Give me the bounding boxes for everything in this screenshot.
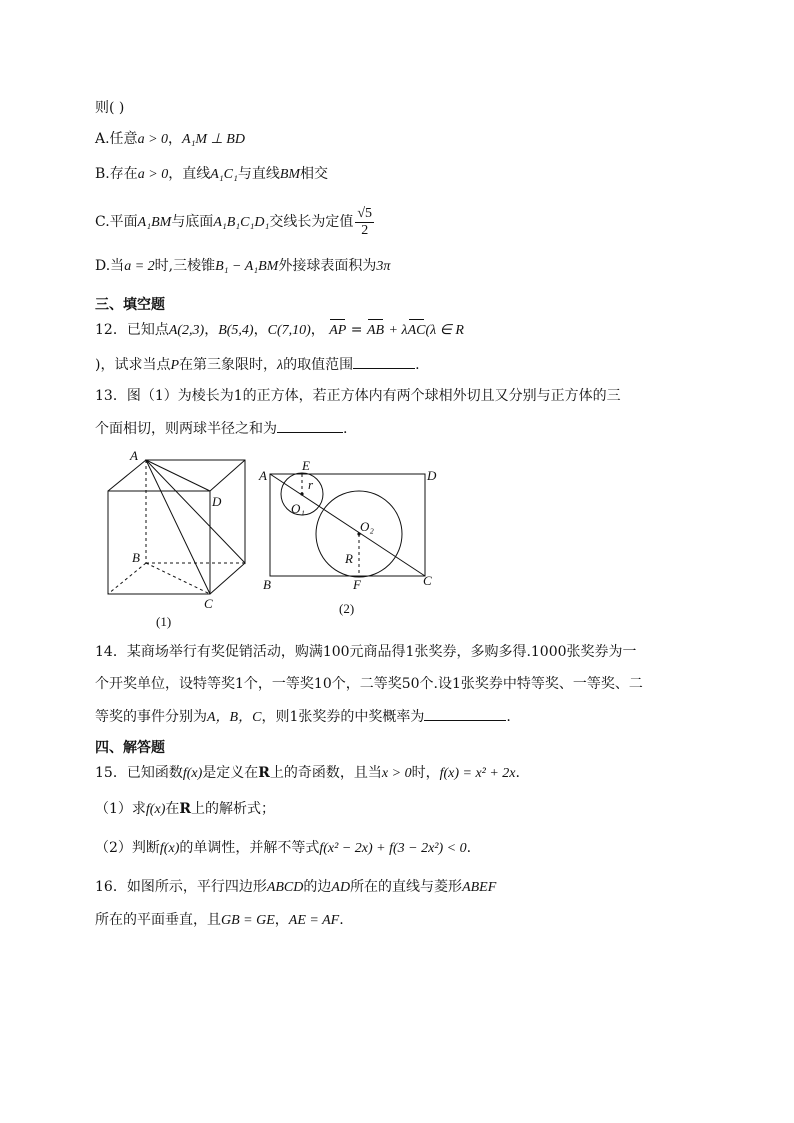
q12-answer-blank[interactable] bbox=[353, 354, 415, 369]
q14-answer-blank[interactable] bbox=[424, 706, 506, 721]
fig2-label-e: E bbox=[302, 458, 310, 473]
q16-line2: 所在的平面垂直，且GB = GE，AE = AF. bbox=[95, 912, 344, 928]
q15-stem: 15．已知函数f(x)是定义在R上的奇函数，且当x > 0时，f(x) = x² + 2x. bbox=[95, 765, 520, 781]
fig2-label-f: F bbox=[353, 577, 361, 592]
q11-option-b[interactable]: B.存在a > 0，直线A₁C₁与直线BM相交 bbox=[95, 166, 329, 182]
q11-option-a[interactable]: A.任意a > 0，A₁M ⊥ BD bbox=[95, 131, 245, 147]
fig2-label-d: D bbox=[427, 468, 437, 483]
figure-cube bbox=[100, 446, 260, 632]
q11-option-c[interactable]: C.平面A₁BM与底面A₁B₁C₁D₁交线长为定值 $\frac{√5}{2}$ bbox=[95, 205, 373, 238]
figure-section bbox=[255, 455, 445, 620]
q13-answer-blank[interactable] bbox=[277, 418, 343, 433]
fig2-label-a: A bbox=[259, 468, 267, 483]
q14-line1: 14．某商场举行有奖促销活动，购满100元商品得1张奖券，多购多得.1000张奖券为一 bbox=[95, 644, 637, 660]
q14-line2: 个开奖单位，设特等奖1个，一等奖10个，二等奖50个.设1张奖券中特等奖、一等奖、二 bbox=[95, 676, 643, 692]
edge-a-c bbox=[146, 460, 210, 594]
cube-front-face bbox=[108, 491, 210, 594]
edge-a-d bbox=[146, 460, 210, 491]
section-title-solve: 四、解答题 bbox=[95, 740, 165, 756]
q16-line1: 16．如图所示，平行四边形ABCD的边AD所在的直线与菱形ABEF bbox=[95, 879, 497, 895]
edge-b-c-hidden bbox=[146, 563, 210, 594]
q11-stem-tail: 则( ) bbox=[95, 100, 125, 116]
q12-line1: 12．已知点A(2,3)，B(5,4)，C(7,10)， AP = AB + λAC(λ ∈ R bbox=[95, 320, 464, 341]
fig1-caption: (1) bbox=[156, 614, 172, 629]
vector-ab: AB bbox=[367, 321, 384, 341]
fig2-label-r: r bbox=[308, 477, 314, 492]
fraction-sqrt5-over-2: $\frac{√5}{2}$ bbox=[357, 205, 373, 238]
fig2-label-c: C bbox=[423, 573, 432, 588]
fig2-label-b: B bbox=[263, 577, 271, 592]
fig1-label-b: B bbox=[132, 550, 140, 565]
q14-line3: 等奖的事件分别为A，B，C，则1张奖券的中奖概率为 . bbox=[95, 706, 511, 728]
fig1-label-a: A bbox=[130, 448, 138, 463]
fig2-label-r-big: R bbox=[345, 551, 353, 566]
cube-back-edges-top bbox=[146, 460, 245, 563]
q13-line2: 个面相切，则两球半径之和为 . bbox=[95, 418, 347, 439]
q12-line2: )，试求当点P在第三象限时，λ的取值范围 . bbox=[95, 354, 420, 376]
fig1-label-d: D bbox=[212, 494, 222, 509]
q15-part1: （1）求f(x)在R上的解析式； bbox=[95, 801, 275, 817]
fig1-label-c: C bbox=[204, 596, 213, 611]
fig2-caption: (2) bbox=[339, 601, 355, 616]
q13-line1: 13．图（1）为棱长为1的正方体，若正方体内有两个球相外切且又分别与正方体的三 bbox=[95, 388, 621, 404]
vector-ap: AP bbox=[329, 321, 346, 341]
fig2-label-o2: O₂ bbox=[360, 519, 374, 534]
q15-part2: （2）判断f(x)的单调性，并解不等式f(x² − 2x) + f(3 − 2x²) < 0. bbox=[95, 840, 472, 856]
vector-ac: AC bbox=[408, 321, 426, 341]
fig2-label-o1: O₁ bbox=[291, 501, 305, 516]
section-title-fill-in: 三、填空题 bbox=[95, 297, 165, 313]
q11-option-d[interactable]: D.当a = 2时,三棱锥B₁ − A₁BM外接球表面积为3π bbox=[95, 258, 391, 274]
